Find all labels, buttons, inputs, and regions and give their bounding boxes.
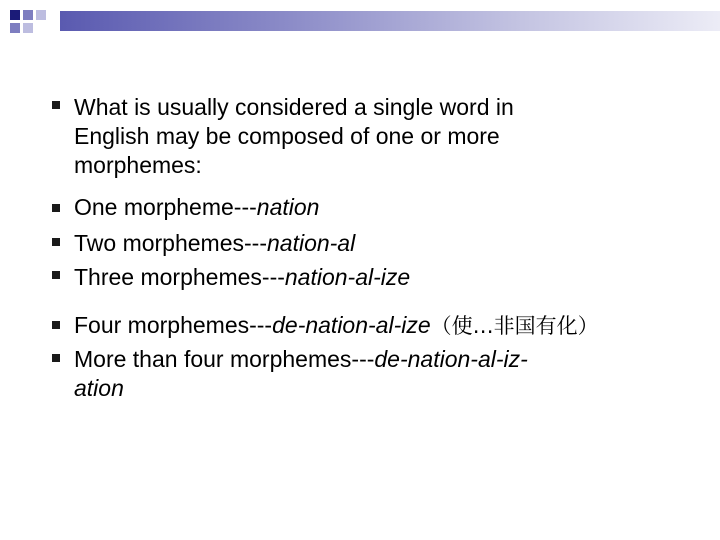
bullet-icon — [52, 101, 60, 109]
bullet-text — [74, 311, 714, 341]
text-line — [74, 374, 714, 403]
text-line: What is usually considered a single word in — [74, 94, 514, 120]
text-italic: de-nation-al-iz- — [374, 346, 528, 372]
text-italic: nation — [256, 194, 320, 220]
text-plain: Two morphemes--- — [74, 230, 267, 256]
bullet-icon — [52, 321, 60, 329]
bullet-icon — [52, 271, 60, 279]
text-plain: Three morphemes--- — [74, 264, 285, 290]
bullet-text — [74, 229, 714, 258]
text-plain: One morpheme--- — [74, 194, 257, 220]
bullet-icon — [52, 238, 60, 246]
bullet-icon — [52, 204, 60, 212]
text-italic: ation — [74, 375, 124, 401]
text-italic: nation-al — [266, 230, 356, 256]
text-italic: nation-al-ize — [284, 264, 411, 290]
text-plain: More than four morphemes--- — [74, 346, 375, 372]
text-note: （使…非国有化） — [430, 314, 599, 338]
bullet-text — [74, 345, 714, 403]
bullet-text — [74, 193, 714, 222]
bullet-icon — [52, 354, 60, 362]
text-line: morphemes: — [74, 152, 202, 178]
text-plain: Four morphemes--- — [74, 312, 273, 338]
text-italic: de-nation-al-ize — [272, 312, 431, 338]
text-line: English may be composed of one or more — [74, 123, 500, 149]
text-line — [74, 345, 714, 374]
bullet-text — [74, 93, 714, 180]
bullet-text — [74, 263, 714, 292]
